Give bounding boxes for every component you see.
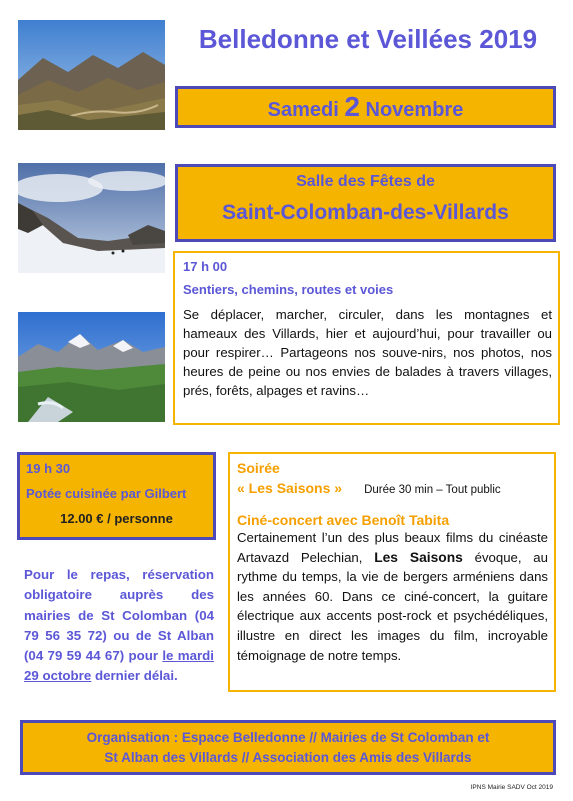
- talk-time: 17 h 00: [183, 259, 228, 274]
- dinner-menu: Potée cuisinée par Gilbert: [26, 486, 187, 501]
- cine-concert-title: Ciné-concert avec Benoît Tabita: [237, 512, 450, 528]
- snowy-mountain-photo: [18, 163, 165, 273]
- organisation-line-2: St Alban des Villards // Association des Amis des Villards: [104, 750, 472, 765]
- cine-text-end: évoque, au rythme du temps, la vie de bergers arméniens dans les années 60. Dans ce ciné-concert, la guitare électrique aux accents post-rock et psychédéliques, illustre en direct les images du film, incroyable témoignage de notre temps.: [237, 549, 548, 663]
- date-month: Novembre: [365, 99, 464, 121]
- footer-note: IPNS Mairie SADV Oct 2019: [470, 784, 553, 791]
- reservation-text-end: dernier délai.: [91, 668, 178, 684]
- soiree-section: [228, 452, 556, 692]
- alpine-meadow-photo: [18, 312, 165, 422]
- organisation-banner: [20, 720, 556, 775]
- soiree-duration: Durée 30 min – Tout public: [364, 484, 501, 496]
- mountain-valley-photo: [18, 20, 165, 130]
- dinner-time: 19 h 30: [26, 461, 71, 476]
- venue-banner: [175, 164, 556, 242]
- soiree-label: Soirée: [237, 460, 280, 476]
- date-weekday: Samedi: [267, 99, 339, 121]
- talk-description: Se déplacer, marcher, circuler, dans les montagnes et hameaux des Villards, hier et aujourd’hui, pour travailler ou pour respirer… Partageons nos souve-nirs, nos photos, nos heures de peine ou nos envies de balades à travers villages, prés, forêts, alpages et ravins…: [183, 307, 552, 398]
- dinner-section: [17, 452, 216, 540]
- reservation-deadline: le mardi 29 octobre: [24, 648, 214, 684]
- soiree-film-title: « Les Saisons »: [237, 480, 343, 496]
- cine-concert-description: [237, 528, 548, 665]
- reservation-info: [24, 565, 214, 687]
- venue-line-2: Saint-Colomban-des-Villards: [222, 201, 509, 224]
- cine-text-start: Certainement l’un des plus beaux films du cinéaste Artavazd Pelechian,: [237, 530, 548, 565]
- soiree-film-row: [237, 480, 548, 496]
- reservation-text: Pour le repas, réservation obligatoire auprès des mairies de St Colomban (04 79 56 35 72) ou de St Alban (04 79 59 44 67) pour: [24, 567, 214, 664]
- date-banner: [175, 86, 556, 128]
- talk-title: Sentiers, chemins, routes et voies: [183, 282, 394, 297]
- dinner-price: 12.00 € / personne: [60, 511, 173, 526]
- date-number: 2: [344, 91, 360, 122]
- cine-film-name: Les Saisons: [374, 549, 463, 565]
- talk-section: [173, 251, 560, 425]
- venue-line-1: Salle des Fêtes de: [296, 173, 435, 190]
- page-title: Belledonne et Veillées 2019: [198, 24, 538, 54]
- organisation-line-1: Organisation : Espace Belledonne // Mairies de St Colomban et: [86, 730, 490, 745]
